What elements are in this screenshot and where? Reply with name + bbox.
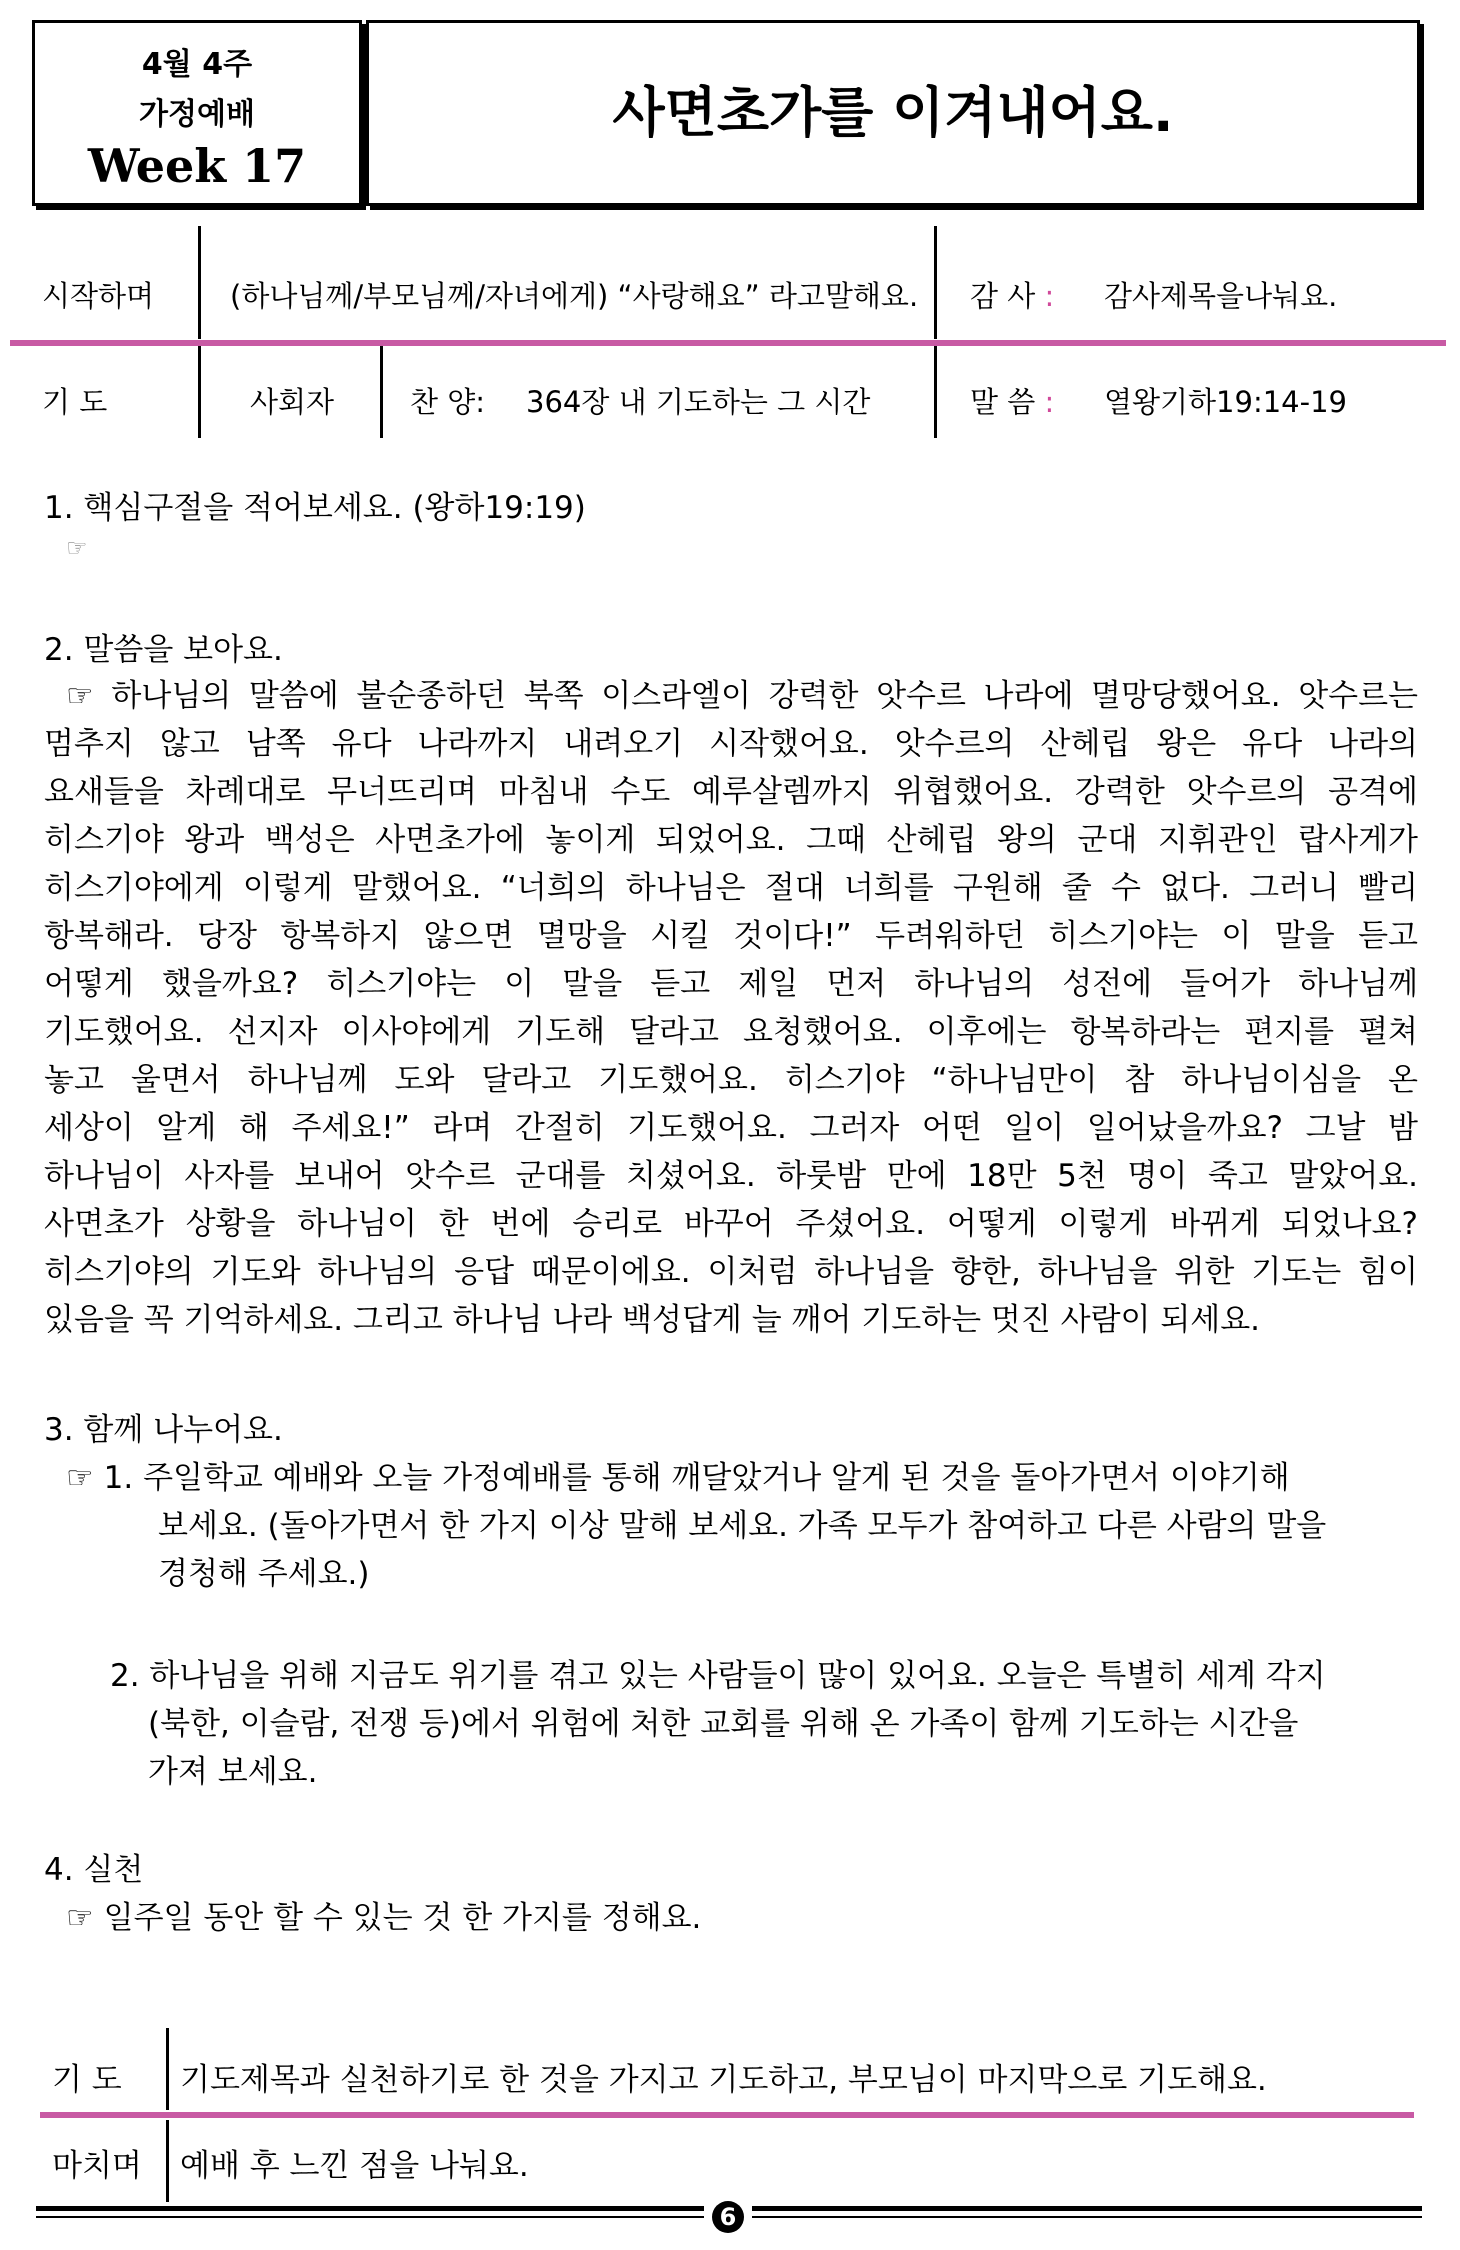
worship-type: 가정예배 <box>139 97 255 132</box>
body-line: 기도했어요. 선지자 이사야에게 기도해 달라고 요청했어요. 이후에는 항복하라는 편지를 펼쳐 <box>44 1014 1418 1050</box>
share-item-1-line: ☞ 1. 주일학교 예배와 오늘 가정예배를 통해 깨달았거나 알게 된 것을 돌아가면서 이야기해 <box>66 1460 1290 1496</box>
bottom-rule <box>752 2216 1422 2218</box>
word-label-text: 말 씀 <box>970 385 1036 419</box>
hymn-label: 찬 양: <box>410 385 486 419</box>
body-line: 항복해라. 당장 항복하지 않으면 멸망을 시킬 것이다!” 두려워하던 히스기야는 이 말을 듣고 <box>44 918 1418 954</box>
share-item-2-line: 2. 하나님을 위해 지금도 위기를 겪고 있는 사람들이 많이 있어요. 오늘은 특별히 세계 각지 <box>110 1658 1326 1694</box>
body-line: 히스기야에게 이렇게 말했어요. “너희의 하나님은 절대 너희를 구원해 줄 수 없다. 그러니 빨리 <box>44 870 1418 906</box>
divider <box>198 346 201 438</box>
body-line: 어떻게 했을까요? 히스기야는 이 말을 듣고 제일 먼저 하나님의 성전에 들어가 하나님께 <box>44 966 1418 1002</box>
thanks-label-text: 감 사 <box>970 279 1036 313</box>
closing-label: 마치며 <box>52 2148 142 2184</box>
word-colon: : <box>1044 385 1055 419</box>
section3-title: 3. 함께 나누어요. <box>44 1412 283 1448</box>
body-line: 세상이 알게 해 주세요!” 라며 간절히 기도했어요. 그러자 어떤 일이 일어났을까요? 그날 밤 <box>44 1110 1418 1146</box>
divider <box>166 2120 169 2202</box>
page-title: 사면초가를 이겨내어요. <box>612 81 1174 144</box>
week-box <box>32 20 362 206</box>
page-number: 6 <box>712 2201 744 2233</box>
closing-text: 예배 후 느낀 점을 나눠요. <box>180 2148 529 2184</box>
word-text: 열왕기하19:14-19 <box>1104 385 1347 419</box>
body-line: 히스기야의 기도와 하나님의 응답 때문이에요. 이처럼 하나님을 향한, 하나님을 위한 기도는 힘이 <box>44 1254 1418 1290</box>
bottom-rule <box>752 2206 1422 2211</box>
section1-title: 1. 핵심구절을 적어보세요. (왕하19:19) <box>44 490 586 526</box>
start-label: 시작하며 <box>42 279 155 313</box>
practice-text: ☞ 일주일 동안 할 수 있는 것 한 가지를 정해요. <box>66 1900 702 1936</box>
divider <box>934 346 937 438</box>
body-line: 사면초가 상황을 하나님이 한 번에 승리로 바꾸어 주셨어요. 어떻게 이렇게 바뀌게 되었나요? <box>44 1206 1418 1242</box>
hymn-text: 364장 내 기도하는 그 시간 <box>526 385 871 419</box>
body-line: 놓고 울면서 하나님께 도와 달라고 기도했어요. 히스기야 “하나님만이 참 하나님이심을 온 <box>44 1062 1418 1098</box>
thanks-label <box>970 274 1054 315</box>
section2-title: 2. 말씀을 보아요. <box>44 632 283 668</box>
body-line: 멈추지 않고 남쪽 유다 나라까지 내려오기 시작했어요. 앗수르의 산헤립 왕은 유다 나라의 <box>44 726 1418 762</box>
body-line: 있음을 꼭 기억하세요. 그리고 하나님 나라 백성답게 늘 깨어 기도하는 멋진 사람이 되세요. <box>44 1302 1261 1338</box>
divider <box>934 226 937 339</box>
bottom-rule <box>36 2216 704 2218</box>
body-line: 하나님이 사자를 보내어 앗수르 군대를 치셨어요. 하룻밤 만에 18만 5천 명이 죽고 말았어요. <box>44 1158 1418 1194</box>
pink-rule <box>40 2112 1414 2118</box>
section4-title: 4. 실천 <box>44 1852 144 1888</box>
pointer-icon: ☞ <box>66 534 88 562</box>
share-item-1-line: 경청해 주세요.) <box>158 1556 370 1592</box>
divider <box>166 2028 169 2110</box>
body-line: 히스기야 왕과 백성은 사면초가에 놓이게 되었어요. 그때 산헤립 왕의 군대 지휘관인 랍사게가 <box>44 822 1418 858</box>
bottom-rule <box>36 2206 704 2211</box>
title-box <box>366 20 1420 206</box>
share-item-2-line: 가져 보세요. <box>148 1754 318 1790</box>
body-line: 요새들을 차례대로 무너뜨리며 마침내 수도 예루살렘까지 위협했어요. 강력한 앗수르의 공격에 <box>44 774 1418 810</box>
divider <box>380 346 383 438</box>
share-item-1-line: 보세요. (돌아가면서 한 가지 이상 말해 보세요. 가족 모두가 참여하고 다른 사람의 말을 <box>158 1508 1327 1544</box>
start-text: (하나님께/부모님께/자녀에게) “사랑해요” 라고말해요. <box>230 279 919 313</box>
share-item-2-line: (북한, 이슬람, 전쟁 등)에서 위험에 처한 교회를 위해 온 가족이 함께 기도하는 시간을 <box>148 1706 1299 1742</box>
body-line: ☞ 하나님의 말씀에 불순종하던 북쪽 이스라엘이 강력한 앗수르 나라에 멸망당했어요. 앗수르는 <box>66 678 1418 714</box>
thanks-colon: : <box>1044 279 1055 313</box>
prayer-label: 기 도 <box>42 385 108 419</box>
week-number: Week 17 <box>87 139 307 193</box>
leader-label: 사회자 <box>250 385 335 419</box>
footer-prayer-text: 기도제목과 실천하기로 한 것을 가지고 기도하고, 부모님이 마지막으로 기도해요. <box>180 2062 1267 2098</box>
pink-rule <box>10 340 1446 346</box>
week-date: 4월 4주 <box>141 47 253 82</box>
thanks-text: 감사제목을나눠요. <box>1104 279 1338 313</box>
footer-prayer-label: 기 도 <box>52 2062 122 2098</box>
word-label <box>970 380 1054 421</box>
divider <box>198 226 201 339</box>
section2-body <box>44 672 1418 1344</box>
